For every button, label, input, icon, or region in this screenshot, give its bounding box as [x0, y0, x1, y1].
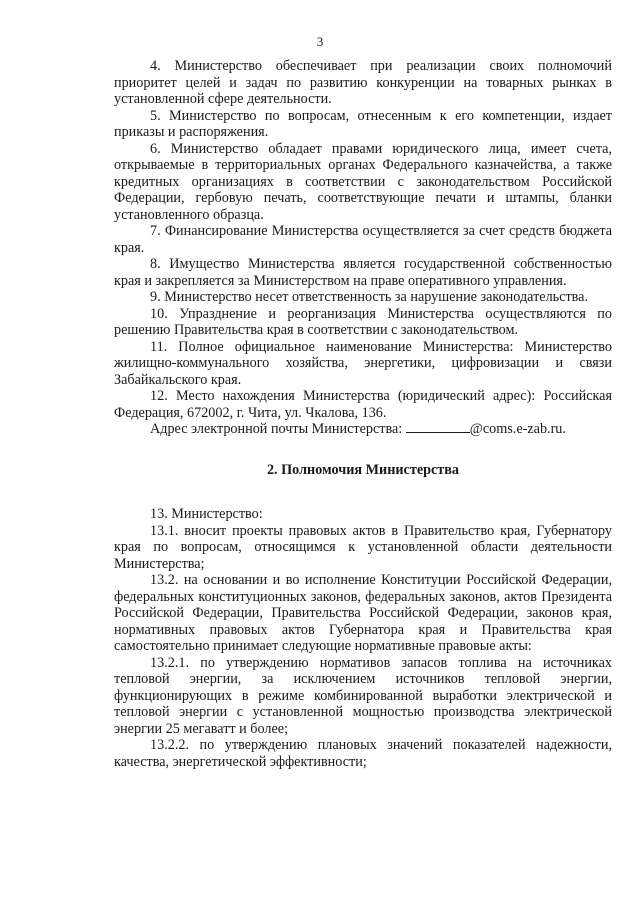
paragraph-13: 13. Министерство:	[150, 506, 263, 522]
email-blank	[406, 421, 470, 433]
paragraph-7: 7. Финансирование Министерства осуществляется за счет средств бюджета края.	[114, 223, 612, 256]
email-line	[114, 421, 612, 438]
page-number: 3	[316, 34, 324, 49]
paragraph-6: 6. Министерство обладает правами юридического лица, имеет счета, открываемые в территориальных органах Федерального казначейства, а также кредитных организациях в соответствии с законодательством Российской Федерации, гербовую печать, соответствующие печати и штампы, бланки установленного образца.	[114, 140, 612, 223]
paragraph-4: 4. Министерство обеспечивает при реализации своих полномочий приоритет целей и задач по развитию конкуренции на товарных рынках в установленной сфере деятельности.	[114, 58, 612, 107]
email-label: Адрес электронной почты Министерства:	[150, 421, 403, 437]
paragraph-10: 10. Упразднение и реорганизация Министерства осуществляются по решению Правительства края в соответствии с законодательством.	[114, 305, 612, 338]
paragraph-8: 8. Имущество Министерства является государственной собственностью края и закрепляется за Министерством на праве оперативного управления.	[114, 256, 612, 289]
section-heading: 2. Полномочия Министерства	[266, 461, 460, 478]
paragraph-13-2-2: 13.2.2. по утверждению плановых значений показателей надежности, качества, энергетической эффективности;	[114, 737, 612, 770]
paragraph-12: 12. Место нахождения Министерства (юридический адрес): Российская Федерация, 672002, г. Чита, ул. Чкалова, 136.	[114, 388, 612, 421]
paragraph-13-2: 13.2. на основании и во исполнение Конституции Российской Федерации, федеральных конституционных законов, федеральных законов, актов Президента Российской Федерации, Правительства Российской Федерации, законов края, нормативных правовых актов Губернатора края и Правительства края самостоятельно принимает следующие нормативные правовые акты:	[114, 572, 612, 654]
paragraph-11: 11. Полное официальное наименование Министерства: Министерство жилищно-коммунального хозяйства, энергетики, цифровизации и связи Забайкальского края.	[114, 338, 612, 388]
paragraph-13-1: 13.1. вносит проекты правовых актов в Правительство края, Губернатору края по вопросам, относящимся к установленной области деятельности Министерства;	[114, 522, 612, 572]
paragraph-9: 9. Министерство несет ответственность за нарушение законодательства.	[150, 289, 588, 305]
email-domain: @coms.e-zab.ru.	[469, 421, 566, 437]
document-body	[114, 58, 612, 770]
paragraph-5: 5. Министерство по вопросам, отнесенным к его компетенции, издает приказы и распоряжения.	[114, 107, 612, 140]
paragraph-13-2-1: 13.2.1. по утверждению нормативов запасов топлива на источниках тепловой энергии, за исключением источников тепловой энергии, функционирующих в режиме комбинированной выработки электрической и тепловой энергии с установленной мощностью производства электрической энергии 25 мегаватт и более;	[114, 654, 612, 737]
